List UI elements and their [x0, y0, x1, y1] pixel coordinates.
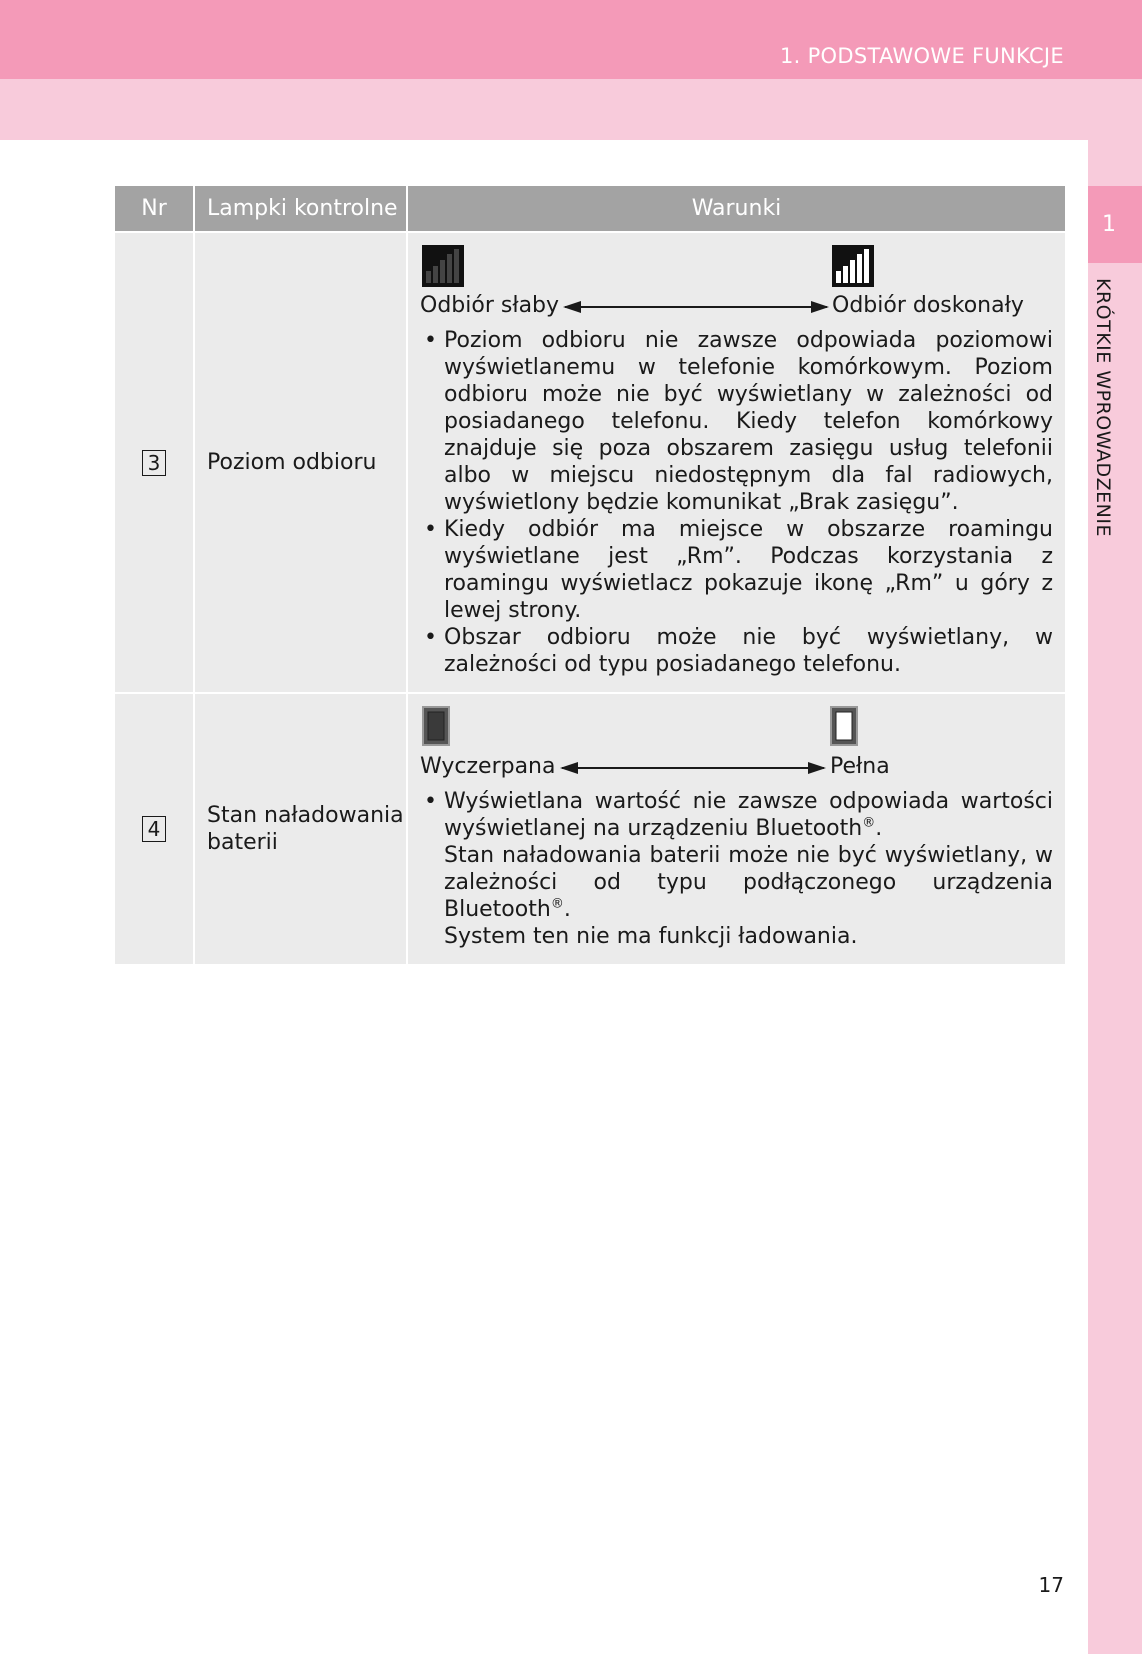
chapter-label: KRÓTKIE WPROWADZENIE	[1092, 278, 1114, 537]
list-item: • Obszar odbioru może nie być wyświetlany, w zależności od typu posiadanego telefonu.	[420, 624, 1053, 678]
page-number: 17	[1038, 1573, 1064, 1597]
header-subband	[0, 79, 1142, 140]
double-arrow-icon	[565, 306, 827, 308]
table-row	[115, 232, 1065, 693]
conditions-list	[420, 788, 1053, 842]
lamp-name-line: Stan naładowania	[207, 803, 404, 828]
table-row	[115, 693, 1065, 964]
chapter-number-tab: 1	[1088, 186, 1142, 263]
header-nr: Nr	[115, 186, 194, 232]
battery-full-icon	[830, 706, 858, 746]
note-line: System ten nie ma funkcji ładowania.	[444, 924, 858, 949]
battery-empty-icon	[422, 706, 450, 746]
conditions-cell	[407, 693, 1065, 964]
table-header-row	[115, 186, 1065, 232]
conditions-cell	[407, 232, 1065, 693]
scale-left-label: Odbiór słaby	[420, 293, 560, 318]
scale-right-label: Pełna	[830, 754, 890, 779]
list-item	[420, 788, 1053, 842]
row-number-badge: 3	[142, 450, 166, 476]
battery-icons	[420, 706, 1053, 750]
signal-excellent-icon	[832, 245, 874, 287]
scale-right-label: Odbiór doskonały	[832, 293, 1024, 318]
row-number-cell	[115, 693, 194, 964]
list-item: • Kiedy odbiór ma miejsce w obszarze roamingu wyświetlane jest „Rm”. Podczas korzystania z roamingu wyświetlacz pokazuje ikonę „Rm” u góry z lewej strony.	[420, 516, 1053, 624]
header-lamp: Lampki kontrolne	[194, 186, 407, 232]
bullet-text: Wyświetlana wartość nie zawsze odpowiada wartości wyświetlanej na urządzeniu Bluetooth	[444, 789, 1053, 841]
lamp-name-line: baterii	[207, 830, 278, 855]
double-arrow-icon	[562, 767, 824, 769]
row-number-badge: 4	[142, 816, 166, 842]
registered-mark: ®	[550, 896, 564, 912]
scale-left-label: Wyczerpana	[420, 754, 556, 779]
indicator-table	[115, 186, 1065, 964]
note-line	[420, 842, 1053, 923]
section-title: 1. PODSTAWOWE FUNKCJE	[779, 44, 1064, 68]
period: .	[563, 897, 571, 922]
note-text: Stan naładowania baterii może nie być wyświetlany, w zależności od typu podłączonego urządzenia Bluetooth	[444, 843, 1053, 922]
list-item: • Poziom odbioru nie zawsze odpowiada poziomowi wyświetlanemu w telefonie komórkowym. Poziom odbioru może nie być wyświetlany w zależności od posiadanego telefonu. Kiedy telefon komórkowy znajduje się poza obszarem zasięgu usług telefonii albo w miejscu niedostępnym dla fal radiowych, wyświetlony będzie komunikat „Brak zasięgu”.	[420, 327, 1053, 516]
lamp-name-cell	[194, 693, 407, 964]
registered-mark: ®	[862, 815, 876, 831]
signal-icons	[420, 245, 1053, 289]
row-number-cell	[115, 232, 194, 693]
signal-weak-icon	[422, 245, 464, 287]
signal-scale	[420, 289, 1053, 323]
header-conditions: Warunki	[407, 186, 1065, 232]
conditions-list	[420, 327, 1053, 678]
period: .	[875, 816, 883, 841]
battery-scale	[420, 750, 1053, 784]
lamp-name-cell: Poziom odbioru	[194, 232, 407, 693]
